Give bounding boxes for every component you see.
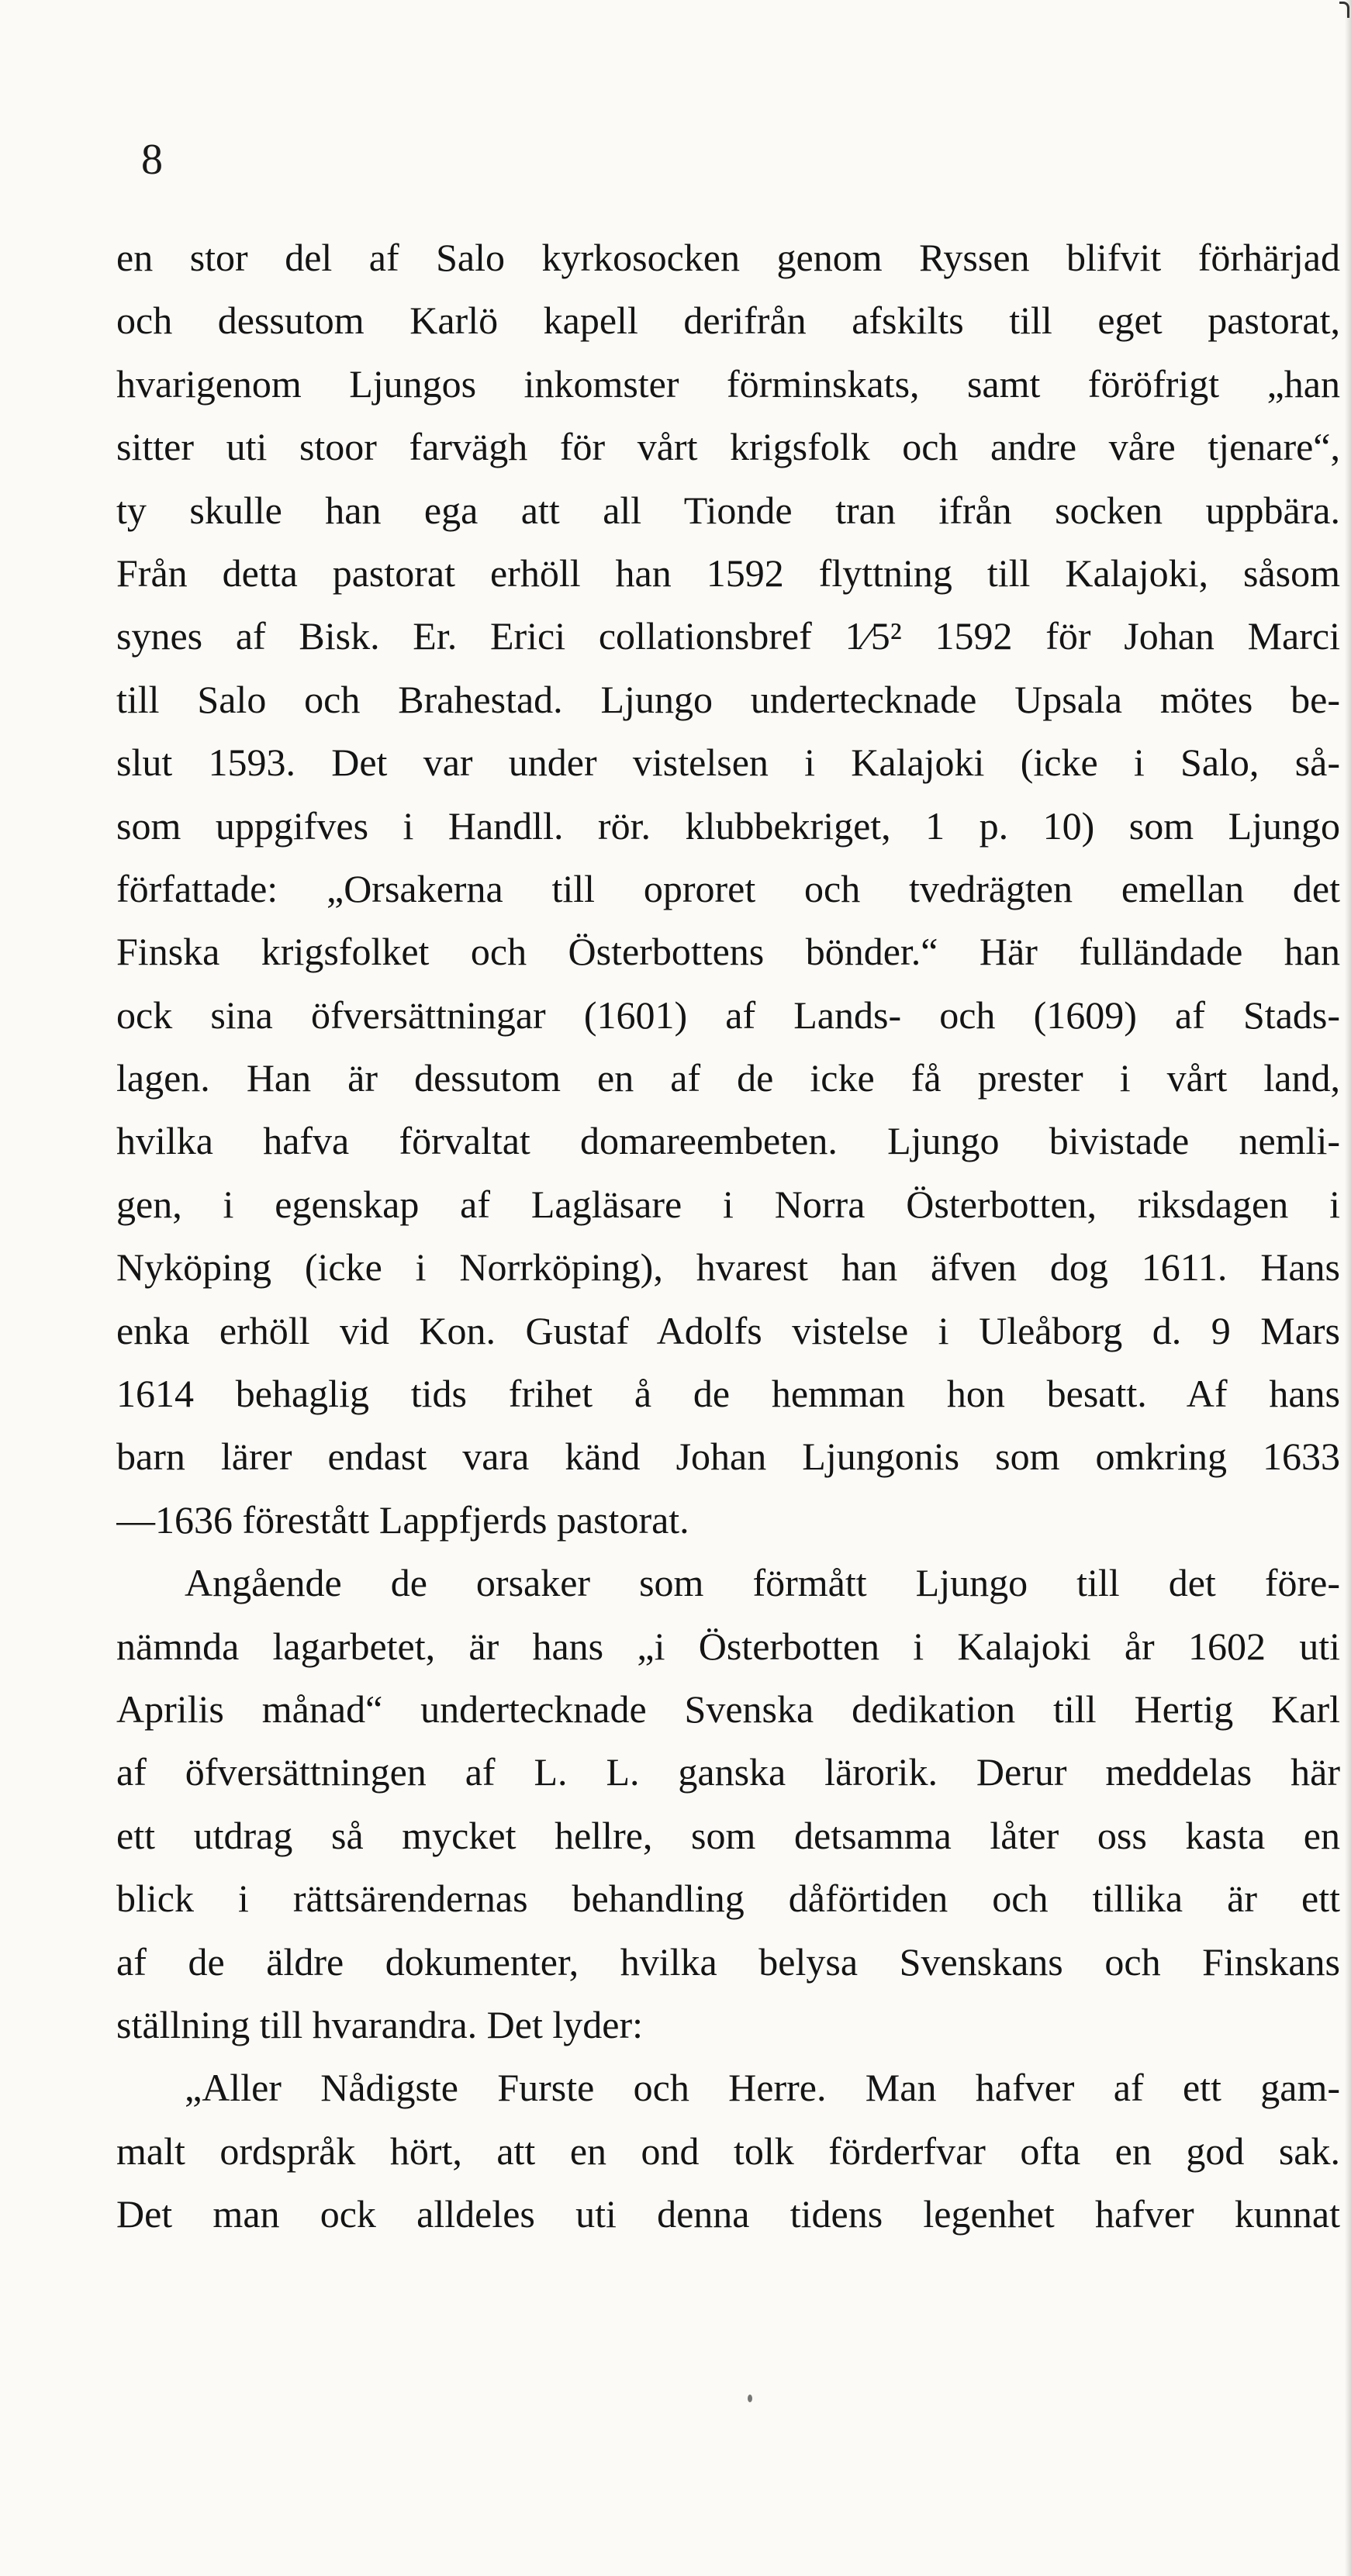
text-line: gen, i egenskap af Lagläsare i Norra Österbotten, riksdagen i	[116, 1182, 1340, 1226]
text-line: nämnda lagarbetet, är hans „i Österbotten i Kalajoki år 1602 uti	[116, 1624, 1340, 1668]
ink-speck	[748, 2395, 752, 2402]
text-line: ett utdrag så mycket hellre, som detsamma låter oss kasta en	[116, 1813, 1340, 1857]
text-line: malt ordspråk hört, att en ond tolk förderfvar ofta en god sak.	[116, 2129, 1340, 2173]
text-line: hvilka hafva förvaltat domareembeten. Ljungo bivistade nemli-	[116, 1119, 1340, 1163]
text-line: som uppgifves i Handll. rör. klubbekriget, 1 p. 10) som Ljungo	[116, 803, 1340, 848]
page-edge-shadow	[1345, 0, 1351, 2576]
text-line: en stor del af Salo kyrkosocken genom Ryssen blifvit förhärjad	[116, 236, 1340, 279]
page-number: 8	[141, 136, 163, 184]
text-line: sitter uti stoor farvägh för vårt krigsfolk och andre våre tjenare“,	[116, 425, 1340, 469]
text-line: slut 1593. Det var under vistelsen i Kalajoki (icke i Salo, så-	[116, 741, 1340, 785]
text-line: enka erhöll vid Kon. Gustaf Adolfs vistelse i Uleåborg d. 9 Mars	[116, 1308, 1340, 1352]
text-line: lagen. Han är dessutom en af de icke få prester i vårt land,	[116, 1056, 1340, 1100]
text-line: ställning till hvarandra. Det lyder:	[116, 2002, 643, 2046]
text-line: Aprilis månad“ undertecknade Svenska dedikation till Hertig Karl	[116, 1687, 1340, 1731]
text-line: —1636 förestått Lappfjerds pastorat.	[116, 1497, 689, 1542]
text-line: „Aller Nådigste Furste och Herre. Man hafver af ett gam-	[185, 2066, 1340, 2110]
corner-mark	[1339, 2, 1349, 18]
text-line: af öfversättningen af L. L. ganska lärorik. Derur meddelas här	[116, 1750, 1340, 1794]
text-line: ty skulle han ega att all Tionde tran ifrån socken uppbära.	[116, 488, 1340, 532]
text-line: Nyköping (icke i Norrköping), hvarest han äfven dog 1611. Hans	[116, 1245, 1340, 1290]
text-line: ock sina öfversättningar (1601) af Lands- och (1609) af Stads-	[116, 993, 1340, 1037]
text-line: af de äldre dokumenter, hvilka belysa Svenskans och Finskans	[116, 1939, 1340, 1984]
text-line: och dessutom Karlö kapell derifrån afskilts till eget pastorat,	[116, 299, 1340, 343]
text-line: Finska krigsfolket och Österbottens bönder.“ Här fulländade han	[116, 930, 1340, 974]
text-line: Från detta pastorat erhöll han 1592 flyttning till Kalajoki, såsom	[116, 551, 1340, 595]
text-line: synes af Bisk. Er. Erici collationsbref 1⁄5² 1592 för Johan Marci	[116, 614, 1340, 658]
text-line: till Salo och Brahestad. Ljungo undertecknade Upsala mötes be-	[116, 677, 1340, 721]
text-line: författade: „Orsakerna till oproret och tvedrägten emellan det	[116, 866, 1340, 910]
text-line: blick i rättsärendernas behandling dåförtiden och tillika är ett	[116, 1877, 1340, 1921]
body-text	[116, 226, 1340, 2246]
text-line: 1614 behaglig tids frihet å de hemman hon besatt. Af hans	[116, 1372, 1340, 1416]
text-line: hvarigenom Ljungos inkomster förminskats, samt föröfrigt „han	[116, 361, 1340, 406]
text-line: Angående de orsaker som förmått Ljungo till det före-	[185, 1561, 1340, 1605]
text-line: barn lärer endast vara känd Johan Ljungonis som omkring 1633	[116, 1435, 1340, 1479]
text-line: Det man ock alldeles uti denna tidens legenhet hafver kunnat	[116, 2192, 1340, 2236]
